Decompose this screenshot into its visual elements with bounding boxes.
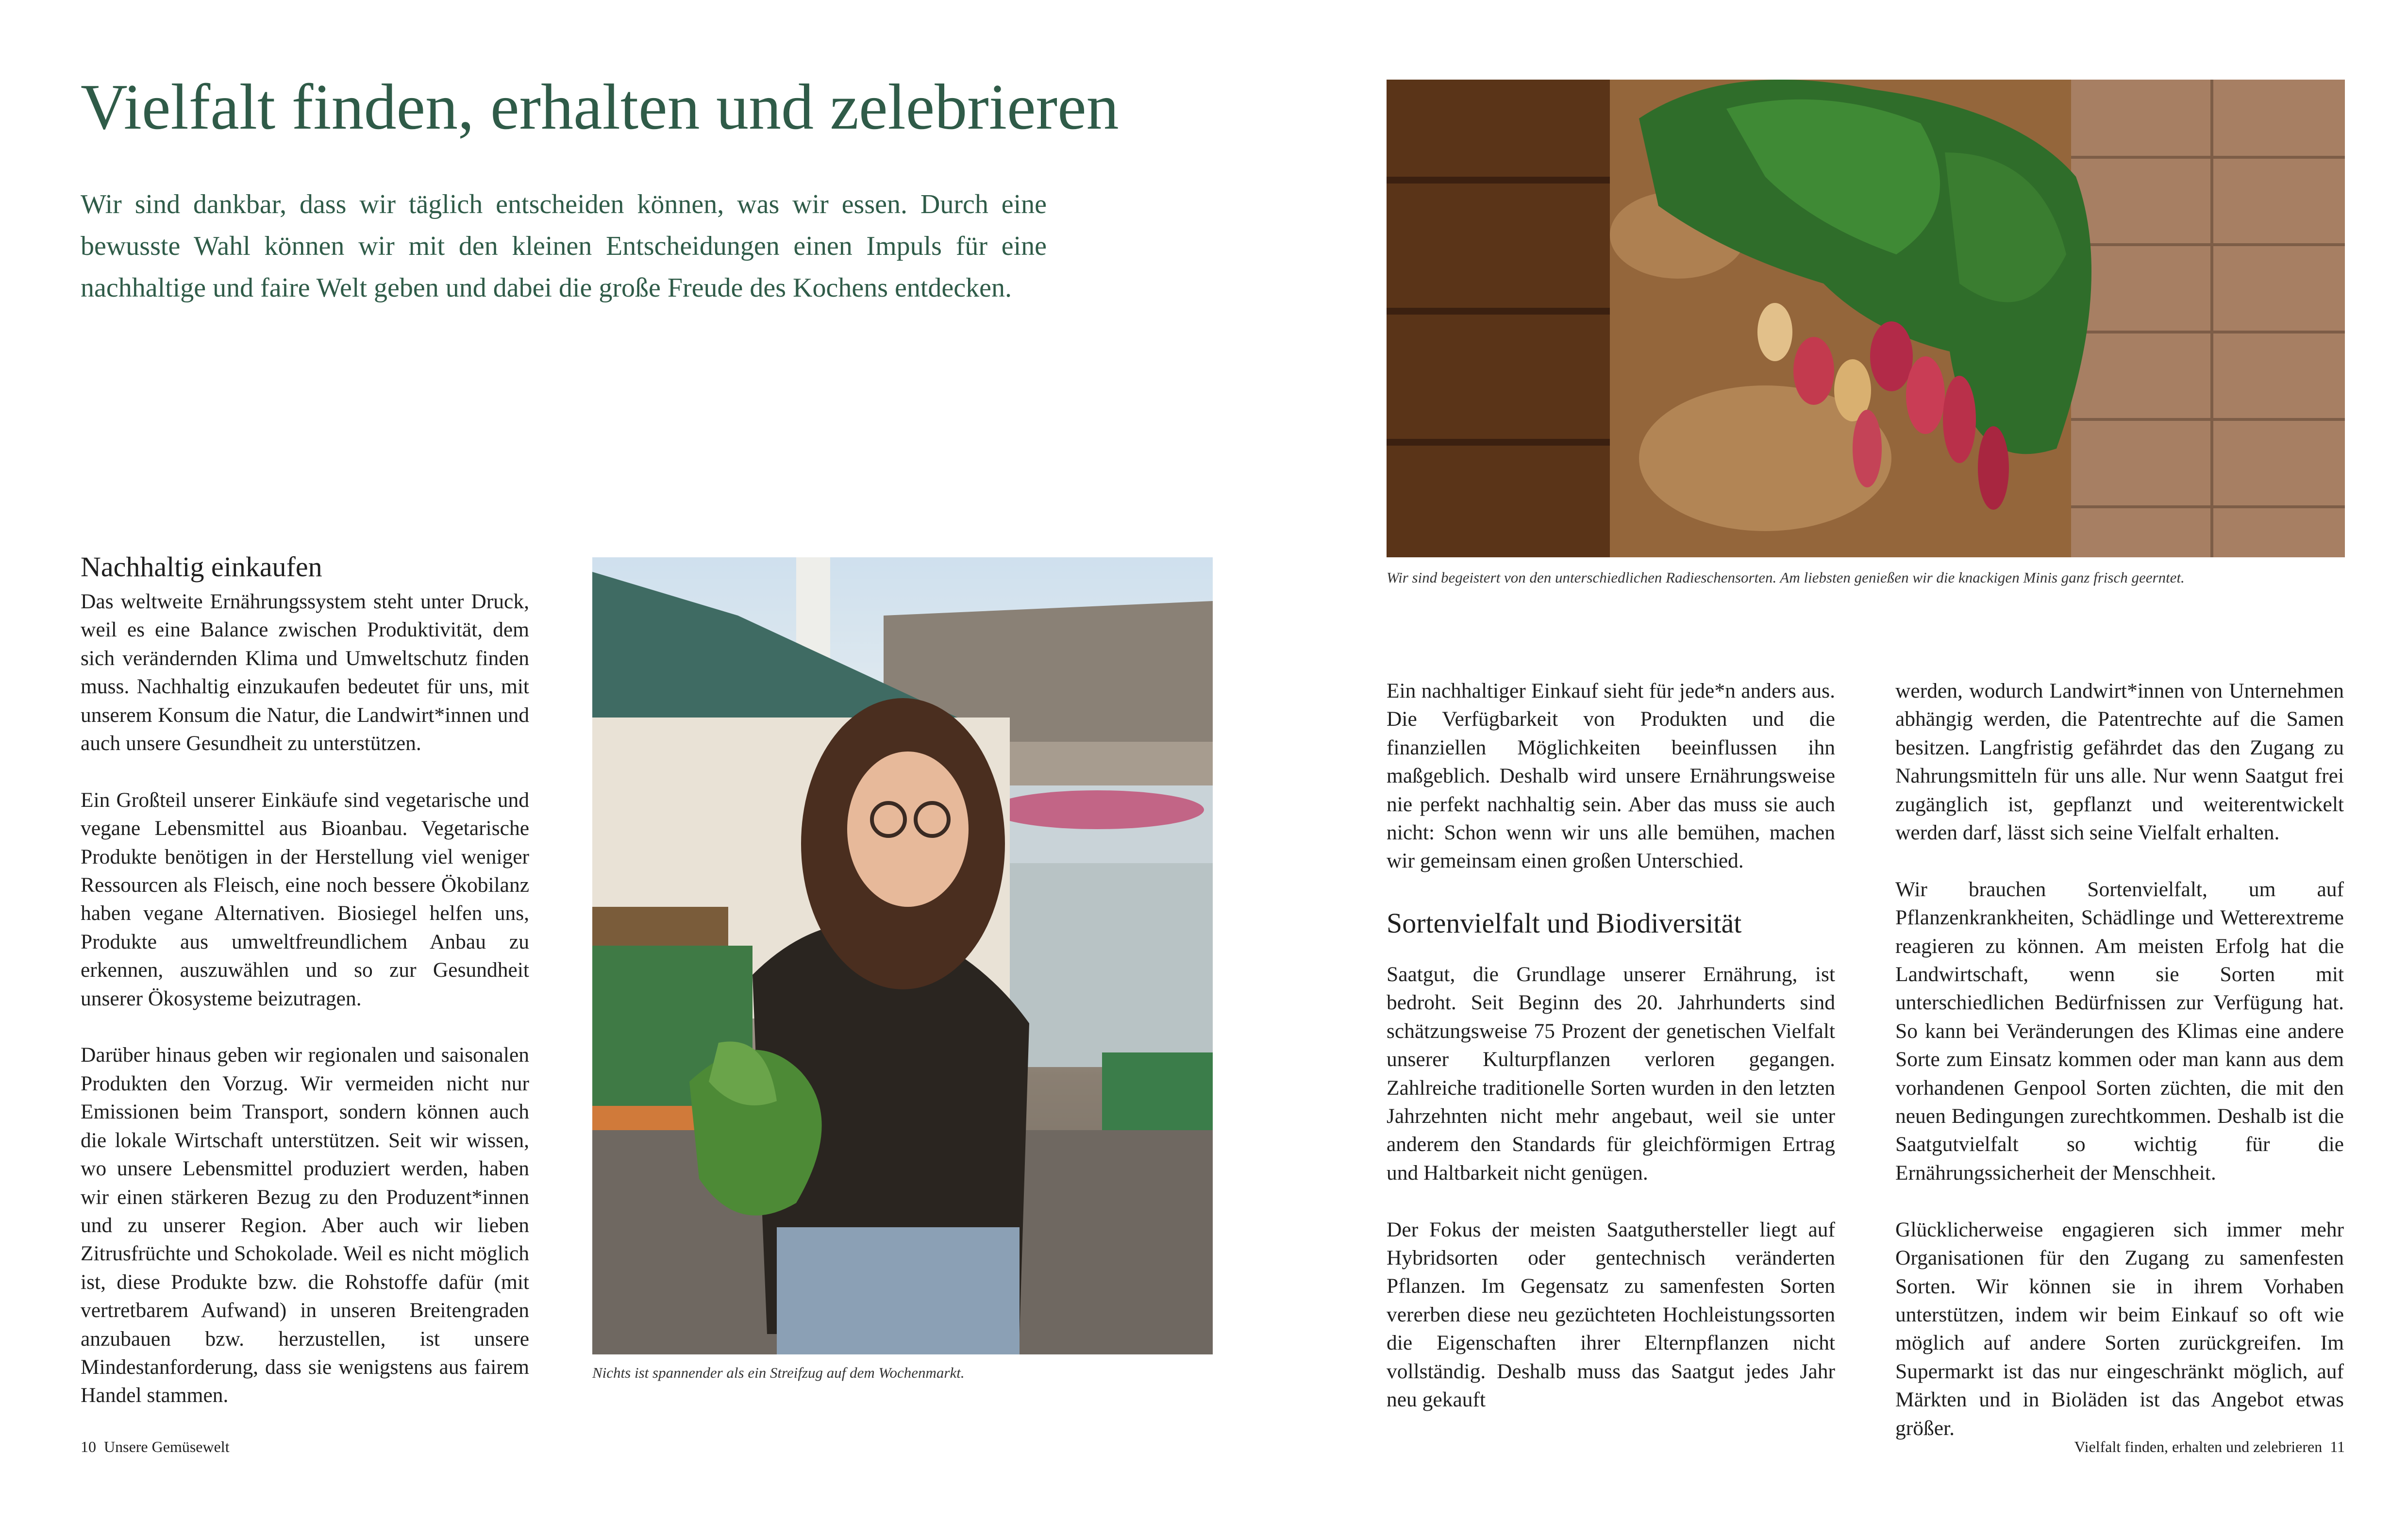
right-paragraph: werden, wodurch Landwirt*innen von Unternehmen abhängig werden, die Patentrechte auf die Samen besitzen. Langfristig gefährdet das den Zugang zu Nahrungsmitteln für uns alle. Nur wenn Saatgut frei zugänglich ist, gepflanzt und weiterentwickelt werden darf, lässt sich seine Vielfalt erhalten. <box>1895 679 2344 845</box>
middle-text-column <box>1387 960 1835 1414</box>
left-paragraph: Ein Großteil unserer Einkäufe sind vegetarische und vegane Lebensmittel aus Bioanbau. Vegetarische Produkte benötigen in der Herstellung viel weniger Ressourcen als Fleisch, eine noch bessere Ökobilanz haben vegane Alternativen. Biosiegel helfen uns, Produkte aus umweltfreundlichem Anbau zu erkennen, auszuwählen und so zur Gesundheit unserer Ökosysteme beizutragen. <box>81 788 529 1010</box>
page-number-right: 11 <box>2330 1438 2345 1455</box>
section-heading-nachhaltig: Nachhaltig einkaufen <box>81 551 322 583</box>
right-paragraph: Wir brauchen Sortenvielfalt, um auf Pflanzenkrankheiten, Schädlinge und Wetterextreme reagieren zu können. Am meisten Erfolg hat die Landwirtschaft, wenn sie Sorten mit unterschiedlichen Bedürfnissen zur Verfügung hat. So kann bei Veränderungen des Klimas eine andere Sorte zum Einsatz kommen oder man kann aus dem vorhandenen Genpool Sorten züchten, die mit den neuen Bedingungen zurechtkommen. Deshalb ist die Saatgutvielfalt so wichtig für die Ernährungssicherheit der Menschheit. <box>1895 877 2344 1185</box>
middle-paragraph: Der Fokus der meisten Saatguthersteller liegt auf Hybridsorten oder gentechnisch veränderten Pflanzen. Im Gegensatz zu samenfesten Sorten vererben diese neu gezüchteten Hochleistungssorten die Eigenschaften ihrer Elternpflanzen nicht vollständig. Deshalb muss das Saatgut jedes Jahr neu gekauft <box>1387 1218 1835 1412</box>
middle-paragraph: Saatgut, die Grundlage unserer Ernährung, ist bedroht. Seit Beginn des 20. Jahrhunderts sind schätzungsweise 75 Prozent der genetischen Vielfalt unserer Kulturpflanzen verloren gegangen. Zahlreiche traditionelle Sorten wurden in den letzten Jahrzehnten nicht mehr angebaut, weil sie unter anderem den Standards für gleichförmigen Ertrag und Haltbarkeit nicht genügen. <box>1387 963 1835 1185</box>
footer-left <box>81 1437 230 1456</box>
market-photo-caption: Nichts ist spannender als ein Streifzug auf dem Wochenmarkt. <box>592 1364 965 1381</box>
radish-photo <box>1387 80 2345 557</box>
market-photo-illustration <box>592 557 1213 1354</box>
radish-photo-illustration <box>1387 80 2345 557</box>
right-paragraph: Glücklicherweise engagieren sich immer mehr Organisationen für den Zugang zu samenfesten Sorten. Wir können sie in ihrem Vorhaben unterstützen, indem wir beim Einkauf so oft wie möglich auf andere Sorten zurückgreifen. Im Supermarkt ist das nur eingeschränkt möglich, auf Märkten und in Bioläden ist das Angebot etwas größer. <box>1895 1218 2344 1440</box>
left-paragraph: Das weltweite Ernährungssystem steht unter Druck, weil es eine Balance zwischen Produktivität, dem sich verändernden Klima und Umweltschutz finden muss. Nachhaltig einzukaufen bedeutet für uns, mit unserem Konsum die Natur, die Landwirt*innen und auch unsere Gesundheit zu unterstützen. <box>81 590 529 755</box>
page-title: Vielfalt finden, erhalten und zelebrieren <box>81 71 1119 143</box>
running-head-left: Unsere Gemüsewelt <box>104 1438 230 1455</box>
radish-photo-caption: Wir sind begeistert von den unterschiedlichen Radieschensorten. Am liebsten genießen wir die knackigen Minis ganz frisch geerntet. <box>1387 569 2185 586</box>
left-paragraph: Darüber hinaus geben wir regionalen und saisonalen Produkten den Vorzug. Wir vermeiden nicht nur Emissionen beim Transport, sondern können auch die lokale Wirtschaft unterstützen. Seit wir wissen, wo unsere Lebensmittel produziert werden, haben wir einen stärkeren Bezug zu den Produzent*innen und zu unserer Region. Aber auch wir lieben Zitrusfrüchte und Schokolade. Weil es nicht möglich ist, diese Produkte bzw. die Rohstoffe dafür (mit vertretbarem Aufwand) in unseren Breitengraden anzubauen bzw. herzustellen, ist unsere Mindestanforderung, dass sie wenigstens aus fairem Handel stammen. <box>81 1043 529 1407</box>
right-text-column <box>1895 677 2344 1442</box>
left-text-column <box>81 587 529 1410</box>
page-number-left: 10 <box>81 1438 96 1455</box>
running-head-right: Vielfalt finden, erhalten und zelebrieren <box>2074 1438 2323 1455</box>
intro-paragraph: Wir sind dankbar, dass wir täglich entscheiden können, was wir essen. Durch eine bewusste Wahl können wir mit den kleinen Entscheidungen einen Impuls für eine nachhaltige und faire Welt geben und dabei die große Freude des Kochens entdecken. <box>81 189 1047 303</box>
footer-right <box>2074 1437 2345 1456</box>
market-photo <box>592 557 1213 1354</box>
middle-intro-paragraph: Ein nachhaltiger Einkauf sieht für jede*n anders aus. Die Verfügbarkeit von Produkten und die finanziellen Möglichkeiten beeinflussen ihn maßgeblich. Deshalb wird unsere Ernährungsweise nie perfekt nachhaltig sein. Aber das muss sie auch nicht: Schon wenn wir uns alle bemühen, machen wir gemeinsam einen großen Unterschied. <box>1387 679 1835 873</box>
section-heading-sortenvielfalt: Sortenvielfalt und Biodiversität <box>1387 907 1742 939</box>
